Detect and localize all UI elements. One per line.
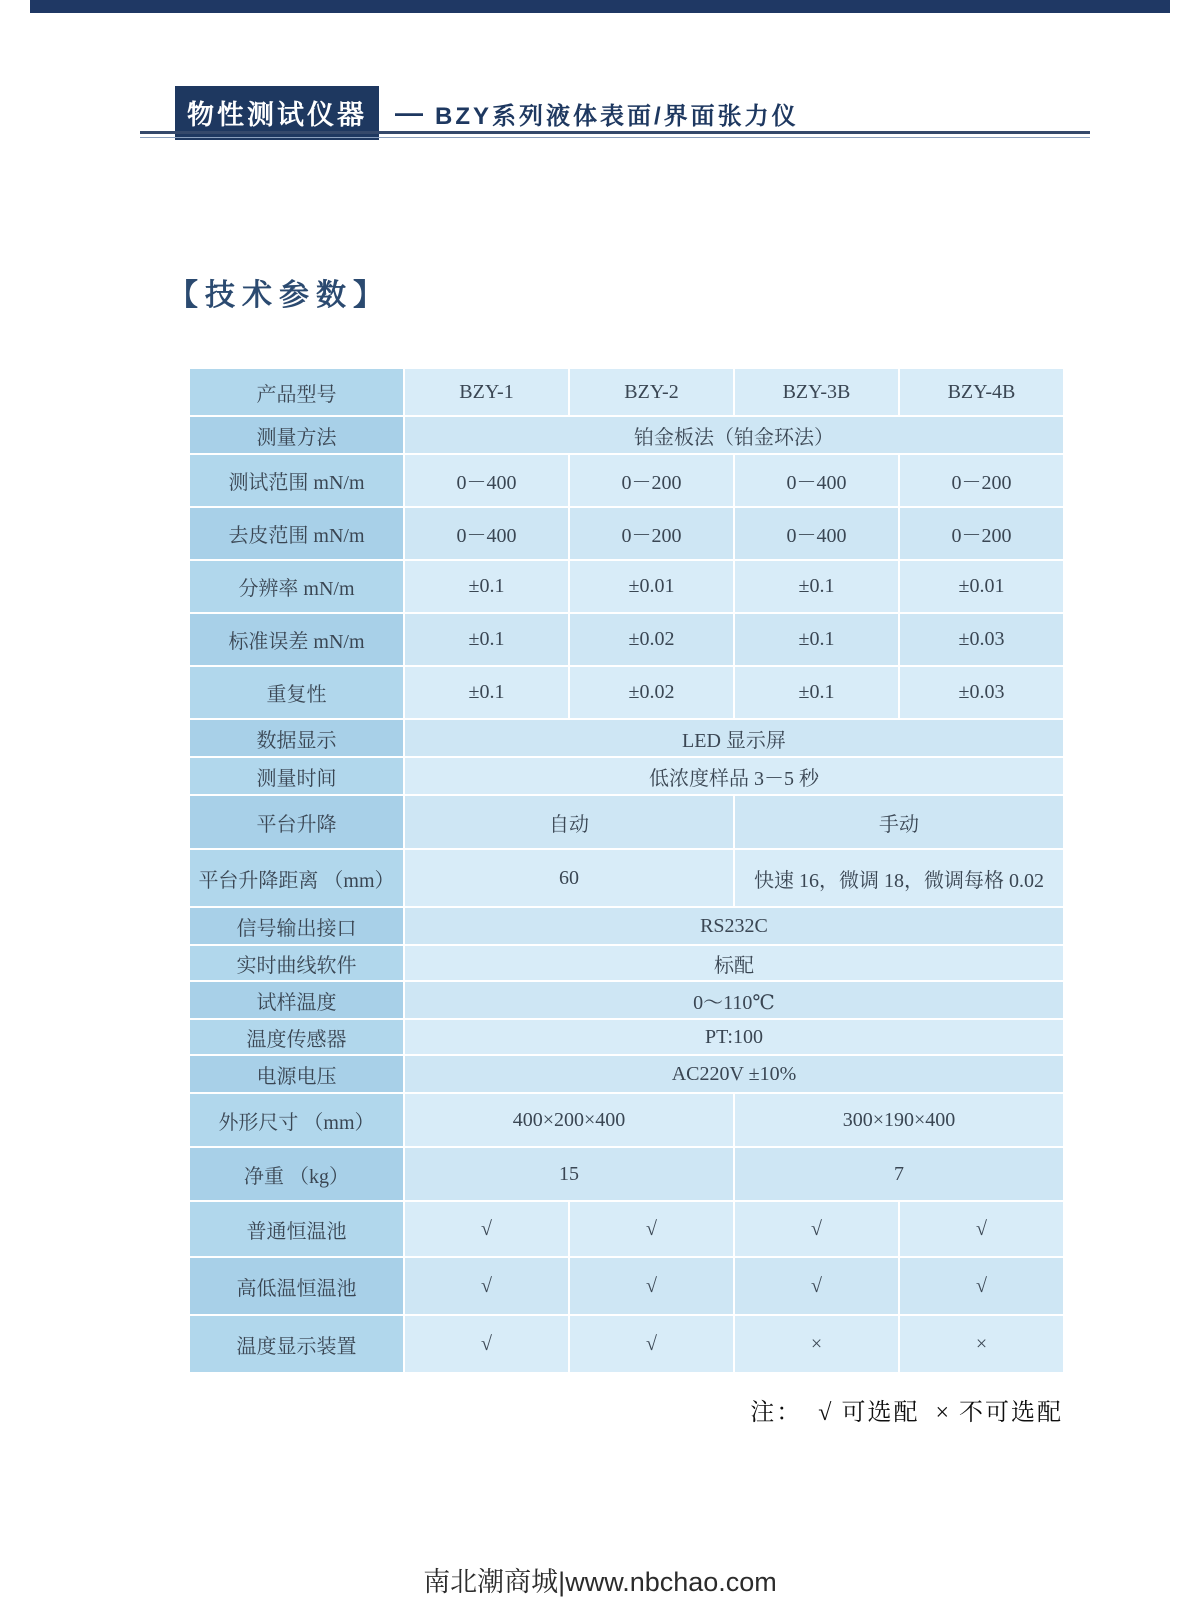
- value-cell: ±0.1: [734, 613, 899, 666]
- row-label-cell: 产品型号: [189, 368, 404, 416]
- value-cell: 400×200×400: [404, 1093, 734, 1147]
- row-label-cell: 重复性: [189, 666, 404, 719]
- value-cell: √: [569, 1201, 734, 1257]
- table-row: [189, 1147, 1064, 1201]
- table-row: [189, 907, 1064, 945]
- value-cell: √: [734, 1257, 899, 1315]
- table-row: [189, 416, 1064, 454]
- value-cell: 300×190×400: [734, 1093, 1064, 1147]
- value-cell: 7: [734, 1147, 1064, 1201]
- value-cell: 0－400: [404, 454, 569, 507]
- table-row: [189, 454, 1064, 507]
- row-label-cell: 平台升降: [189, 795, 404, 849]
- value-cell: BZY-1: [404, 368, 569, 416]
- row-label-cell: 测试范围 mN/m: [189, 454, 404, 507]
- header-title: BZY系列液体表面/界面张力仪: [435, 102, 799, 130]
- value-cell: 标配: [404, 945, 1064, 981]
- value-cell: 0－400: [734, 454, 899, 507]
- value-cell: ±0.03: [899, 613, 1064, 666]
- row-label-cell: 测量时间: [189, 757, 404, 795]
- value-cell: ±0.1: [404, 666, 569, 719]
- value-cell: √: [569, 1315, 734, 1373]
- table-row: [189, 1093, 1064, 1147]
- value-cell: √: [404, 1257, 569, 1315]
- header-divider: [140, 131, 1090, 138]
- row-label-cell: 标准误差 mN/m: [189, 613, 404, 666]
- value-cell: 0－200: [569, 454, 734, 507]
- value-cell: ±0.03: [899, 666, 1064, 719]
- row-label-cell: 外形尺寸 （mm）: [189, 1093, 404, 1147]
- value-cell: RS232C: [404, 907, 1064, 945]
- table-row: [189, 666, 1064, 719]
- value-cell: 0－200: [569, 507, 734, 560]
- row-label-cell: 分辨率 mN/m: [189, 560, 404, 613]
- table-row: [189, 1315, 1064, 1373]
- table-row: [189, 368, 1064, 416]
- value-cell: ×: [899, 1315, 1064, 1373]
- row-label-cell: 去皮范围 mN/m: [189, 507, 404, 560]
- value-cell: 手动: [734, 795, 1064, 849]
- spec-table: [188, 367, 1065, 1374]
- value-cell: ±0.1: [404, 560, 569, 613]
- header-dash: —: [395, 97, 423, 128]
- table-row: [189, 1201, 1064, 1257]
- row-label-cell: 数据显示: [189, 719, 404, 757]
- section-title: 【技术参数】: [168, 279, 390, 312]
- value-cell: 60: [404, 849, 734, 907]
- value-cell: ±0.02: [569, 613, 734, 666]
- table-row: [189, 757, 1064, 795]
- table-row: [189, 613, 1064, 666]
- value-cell: √: [734, 1201, 899, 1257]
- value-cell: 低浓度样品 3－5 秒: [404, 757, 1064, 795]
- table-row: [189, 945, 1064, 981]
- value-cell: √: [899, 1201, 1064, 1257]
- table-row: [189, 849, 1064, 907]
- value-cell: 自动: [404, 795, 734, 849]
- value-cell: 15: [404, 1147, 734, 1201]
- table-row: [189, 719, 1064, 757]
- value-cell: √: [404, 1315, 569, 1373]
- brand-badge: 物性测试仪器: [175, 86, 379, 140]
- legend-note: 注： √ 可选配 × 不可选配: [750, 1400, 1063, 1426]
- table-row: [189, 507, 1064, 560]
- value-cell: 快速 16，微调 18，微调每格 0.02: [734, 849, 1064, 907]
- footer-watermark: 南北潮商城|www.nbchao.com: [423, 1567, 777, 1597]
- table-row: [189, 1055, 1064, 1093]
- value-cell: PT:100: [404, 1019, 1064, 1055]
- table-row: [189, 1257, 1064, 1315]
- value-cell: √: [899, 1257, 1064, 1315]
- row-label-cell: 信号输出接口: [189, 907, 404, 945]
- value-cell: AC220V ±10%: [404, 1055, 1064, 1093]
- row-label-cell: 试样温度: [189, 981, 404, 1019]
- value-cell: ±0.01: [899, 560, 1064, 613]
- value-cell: 0－400: [404, 507, 569, 560]
- value-cell: BZY-4B: [899, 368, 1064, 416]
- value-cell: ×: [734, 1315, 899, 1373]
- row-label-cell: 电源电压: [189, 1055, 404, 1093]
- value-cell: LED 显示屏: [404, 719, 1064, 757]
- value-cell: BZY-3B: [734, 368, 899, 416]
- value-cell: √: [569, 1257, 734, 1315]
- table-row: [189, 1019, 1064, 1055]
- value-cell: ±0.1: [404, 613, 569, 666]
- value-cell: ±0.02: [569, 666, 734, 719]
- value-cell: ±0.1: [734, 666, 899, 719]
- value-cell: ±0.01: [569, 560, 734, 613]
- row-label-cell: 温度显示装置: [189, 1315, 404, 1373]
- row-label-cell: 实时曲线软件: [189, 945, 404, 981]
- value-cell: √: [404, 1201, 569, 1257]
- value-cell: 0－400: [734, 507, 899, 560]
- table-row: [189, 981, 1064, 1019]
- value-cell: ±0.1: [734, 560, 899, 613]
- row-label-cell: 净重 （kg）: [189, 1147, 404, 1201]
- row-label-cell: 高低温恒温池: [189, 1257, 404, 1315]
- row-label-cell: 温度传感器: [189, 1019, 404, 1055]
- row-label-cell: 普通恒温池: [189, 1201, 404, 1257]
- table-row: [189, 560, 1064, 613]
- table-row: [189, 795, 1064, 849]
- value-cell: 0－200: [899, 454, 1064, 507]
- value-cell: 铂金板法（铂金环法）: [404, 416, 1064, 454]
- row-label-cell: 平台升降距离 （mm）: [189, 849, 404, 907]
- value-cell: 0～110℃: [404, 981, 1064, 1019]
- row-label-cell: 测量方法: [189, 416, 404, 454]
- value-cell: 0－200: [899, 507, 1064, 560]
- top-border-bar: [30, 0, 1170, 13]
- value-cell: BZY-2: [569, 368, 734, 416]
